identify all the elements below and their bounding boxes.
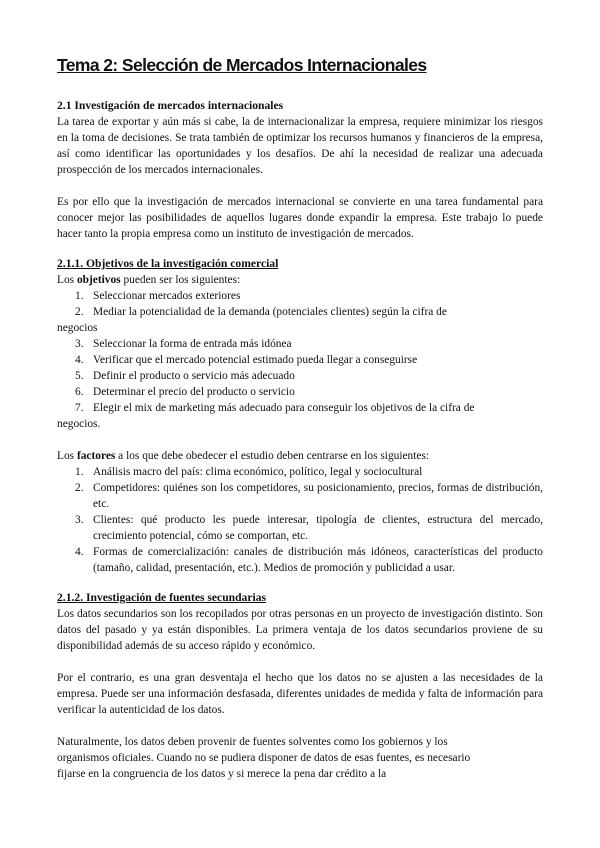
list-item: 4. Formas de comercialización: canales de distribución más idóneos, características del producto (tamaño, calidad, presentación, etc.). Medios de promoción y publicidad a usar. bbox=[75, 546, 543, 574]
section-2-1-2-paragraph-1: Los datos secundarios son los recopilados por otras personas en un proyecto de investigación distinto. Son datos del pasado y ya están disponibles. La primera ventaja de los datos secundarios proviene de su disponibilidad además de su acceso rápido y económico. bbox=[57, 608, 543, 652]
list-item: 1. Seleccionar mercados exteriores bbox=[75, 290, 241, 302]
factors-intro: Los factores a los que debe obedecer el estudio deben centrarse en los siguientes: bbox=[57, 450, 430, 462]
list-item: 5. Definir el producto o servicio más adecuado bbox=[75, 370, 295, 382]
objectives-list bbox=[57, 288, 543, 432]
section-2-1-paragraph-2: Es por ello que la investigación de mercados internacional se convierte en una tarea fundamental para conocer mejor las posibilidades de aquellos lugares donde expandir la empresa. Este trabajo lo puede hacer tanto la propia empresa como un instituto de investigación de mercados. bbox=[57, 196, 543, 240]
list-item: 2. Competidores: quiénes son los competidores, su posicionamiento, precios, formas de distribución, etc. bbox=[75, 482, 543, 510]
objectives-intro: Los objetivos pueden ser los siguientes: bbox=[57, 274, 241, 286]
list-item: 3. Seleccionar la forma de entrada más idónea bbox=[75, 338, 292, 350]
list-item: 2. Mediar la potencialidad de la demanda (potenciales clientes) según la cifra de negocios bbox=[57, 306, 447, 334]
list-item: 7. Elegir el mix de marketing más adecuado para conseguir los objetivos de la cifra de negocios. bbox=[57, 402, 475, 430]
list-item: 3. Clientes: qué producto les puede interesar, tipología de clientes, estructura del mercado, crecimiento potencial, cómo se comportan, etc. bbox=[75, 514, 543, 542]
document-page bbox=[57, 55, 543, 782]
section-2-1-paragraph-1: La tarea de exportar y aún más si cabe, la de internacionalizar la empresa, requiere minimizar los riesgos en la toma de decisiones. Se trata también de optimizar los recursos humanos y financieros de la empresa, así como identificar las oportunidades y los desafíos. De ahí la necesidad de realizar una adecuada prospección de los mercados internacionales. bbox=[57, 116, 543, 176]
section-2-1-1-heading: 2.1.1. Objetivos de la investigación comercial bbox=[57, 257, 279, 270]
section-2-1-2-heading: 2.1.2. Investigación de fuentes secundarias bbox=[57, 591, 267, 604]
list-item: 4. Verificar que el mercado potencial estimado pueda llegar a conseguirse bbox=[75, 354, 418, 366]
list-item: 1. Análisis macro del país: clima económico, político, legal y sociocultural bbox=[75, 466, 423, 478]
section-2-1-2-paragraph-3: Naturalmente, los datos deben provenir de fuentes solventes como los gobiernos y los organismos oficiales. Cuando no se pudiera disponer de datos de esas fuentes, es necesario fijarse en la congruencia de los datos y si merece la pena dar crédito a la bbox=[57, 736, 471, 780]
page-title: Tema 2: Selección de Mercados Internacionales bbox=[57, 55, 427, 75]
factors-list bbox=[57, 464, 543, 576]
section-2-1-2-paragraph-2: Por el contrario, es una gran desventaja el hecho que los datos no se ajusten a las necesidades de la empresa. Puede ser una información desfasada, diferentes unidades de medida y falta de información para verificar la autenticidad de los datos. bbox=[57, 672, 543, 716]
section-2-1-heading: 2.1 Investigación de mercados internacionales bbox=[57, 99, 284, 112]
list-item: 6. Determinar el precio del producto o servicio bbox=[75, 386, 295, 398]
